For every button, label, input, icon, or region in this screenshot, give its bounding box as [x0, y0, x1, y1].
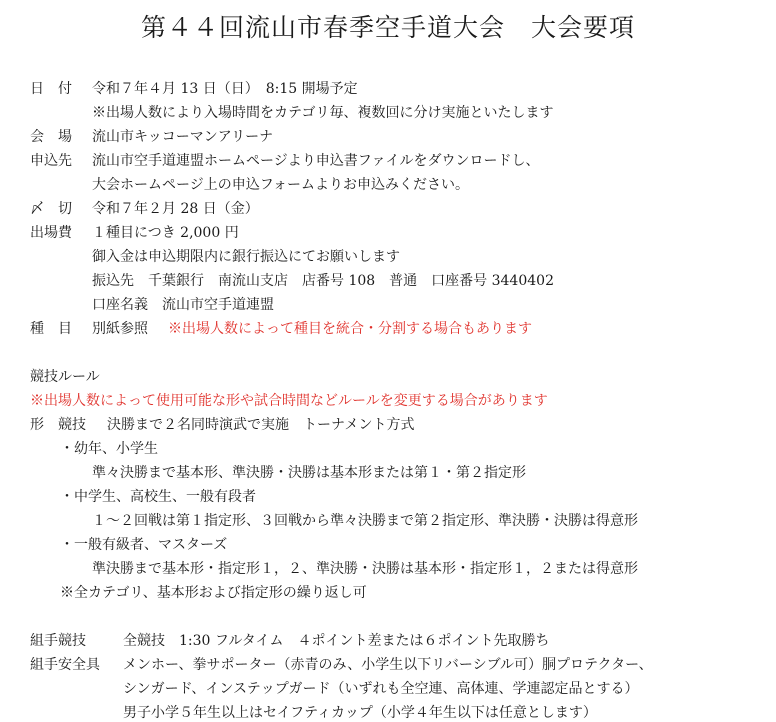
- application-line1: 流山市空手道連盟ホームページより申込書ファイルをダウンロードし、: [92, 153, 540, 169]
- category-2: ・中学生、高校生、一般有段者: [60, 489, 256, 505]
- events-value: 別紙参照: [92, 321, 148, 337]
- deadline-value: 令和７年２月 28 日（金）: [92, 201, 259, 217]
- page-title: 第４４回流山市春季空手道大会 大会要項: [140, 13, 635, 42]
- date-label: 日 付: [30, 81, 72, 97]
- application-line2: 大会ホームページ上の申込フォームよりお申込みください。: [92, 177, 470, 193]
- category-3: ・一般有級者、マスターズ: [60, 537, 228, 553]
- category-1: ・幼年、小学生: [60, 441, 158, 457]
- kata-label: 形 競技: [30, 417, 86, 433]
- deadline-label: 〆 切: [30, 201, 72, 217]
- rules-heading: 競技ルール: [30, 369, 100, 385]
- category-1-detail: 準々決勝まで基本形、準決勝・決勝は基本形または第１・第２指定形: [92, 465, 526, 481]
- application-label: 申込先: [30, 153, 72, 169]
- date-value: 令和７年４月 13 日（日） 8:15 開場予定: [92, 81, 358, 97]
- all-categories-note: ※全カテゴリ、基本形および指定形の繰り返し可: [60, 585, 367, 601]
- gear-label: 組手安全具: [30, 657, 100, 673]
- gear-line3: 男子小学５年生以上はセイフティカップ（小学４年生以下は任意とします）: [123, 705, 597, 721]
- date-note: ※出場人数により入場時間をカテゴリ毎、複数回に分け実施といたします: [92, 105, 554, 121]
- fee-line2: 御入金は申込期限内に銀行振込にてお願いします: [92, 249, 400, 265]
- venue-label: 会 場: [30, 129, 72, 145]
- events-label: 種 目: [30, 321, 72, 337]
- fee-label: 出場費: [30, 225, 72, 241]
- kata-value: 決勝まで２名同時演武で実施 トーナメント方式: [107, 417, 415, 433]
- category-3-detail: 準決勝まで基本形・指定形１，２、準決勝・決勝は基本形・指定形１，２または得意形: [92, 561, 638, 577]
- category-2-detail: １～２回戦は第１指定形、３回戦から準々決勝まで第２指定形、準決勝・決勝は得意形: [92, 513, 638, 529]
- venue-value: 流山市キッコーマンアリーナ: [92, 129, 274, 145]
- rules-note: ※出場人数によって使用可能な形や試合時間などルールを変更する場合があります: [30, 393, 548, 409]
- events-note: ※出場人数によって種目を統合・分割する場合もあります: [168, 321, 532, 337]
- kumite-label: 組手競技: [30, 633, 86, 649]
- gear-line2: シンガード、インステップガード（いずれも全空連、高体連、学連認定品とする）: [123, 681, 639, 697]
- fee-line4: 口座名義 流山市空手道連盟: [92, 297, 274, 313]
- fee-line1: １種目につき 2,000 円: [92, 225, 239, 241]
- fee-line3: 振込先 千葉銀行 南流山支店 店番号 108 普通 口座番号 3440402: [92, 273, 554, 289]
- gear-line1: メンホー、拳サポーター（赤青のみ、小学生以下リバーシブル可）胴プロテクター、: [123, 657, 653, 673]
- kumite-value: 全競技 1:30 フルタイム ４ポイント差または６ポイント先取勝ち: [123, 633, 550, 649]
